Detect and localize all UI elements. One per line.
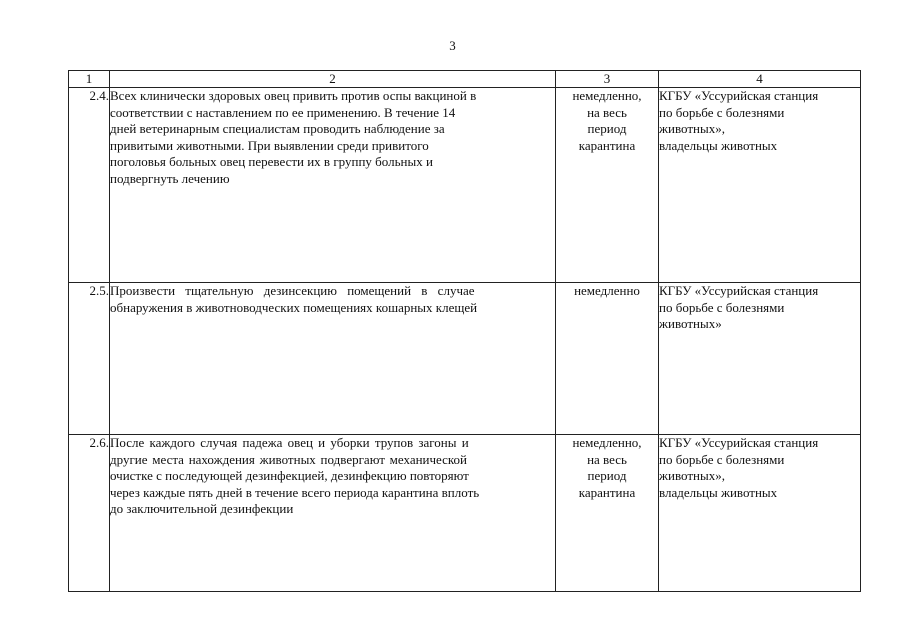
page-number: 3	[449, 38, 456, 53]
responsible-line: КГБУ «Уссурийская станция	[659, 88, 819, 103]
term-cell	[556, 88, 659, 283]
measures-table	[68, 70, 861, 592]
term-line: на весь	[587, 104, 627, 120]
measure-line: После каждого случая падежа овец и уборки трупов загоны и	[110, 435, 469, 450]
measure-line: поголовья больных овец перевести их в группу больных и	[110, 154, 433, 169]
term-line: немедленно,	[572, 435, 642, 450]
table-row	[69, 283, 861, 435]
responsible-line: владельцы животных	[659, 484, 778, 500]
term-line: на весь	[587, 451, 627, 467]
row-number: 2.6.	[69, 435, 110, 592]
term-cell	[556, 435, 659, 592]
column-header-1: 1	[69, 71, 110, 88]
measure-line: через каждые пять дней в течение всего периода карантина вплоть	[110, 484, 480, 500]
measure-line: очистке с последующей дезинфекцией, дезинфекцию повторяют	[110, 468, 469, 483]
measure-line: другие места нахождения животных подвергают механической	[110, 451, 468, 467]
table-row	[69, 88, 861, 283]
measure-line: соответствии с наставлением по ее применению. В течение 14	[110, 104, 456, 120]
term-line: немедленно,	[572, 88, 642, 103]
measure-line: подвергнуть лечению	[110, 170, 230, 186]
responsible-line: по борьбе с болезнями	[659, 451, 785, 467]
responsible-line: по борьбе с болезнями	[659, 299, 785, 315]
term-line: период	[587, 121, 627, 136]
measure-line: Произвести тщательную дезинсекцию помещений в случае	[110, 283, 475, 298]
measure-line: дней ветеринарным специалистам проводить наблюдение за	[110, 121, 445, 136]
term-line: карантина	[578, 137, 636, 153]
term-line: немедленно	[574, 283, 640, 298]
responsible-line: животных»,	[659, 121, 725, 136]
measure-cell	[110, 435, 556, 592]
responsible-line: животных»	[659, 316, 722, 331]
measure-cell	[110, 88, 556, 283]
column-header-2: 2	[110, 71, 556, 88]
term-line: период	[587, 468, 627, 483]
responsible-line: по борьбе с болезнями	[659, 104, 785, 120]
responsible-line: КГБУ «Уссурийская станция	[659, 435, 819, 450]
term-line: карантина	[578, 484, 636, 500]
row-number: 2.4.	[69, 88, 110, 283]
responsible-line: КГБУ «Уссурийская станция	[659, 283, 819, 298]
measure-line: Всех клинически здоровых овец привить против оспы вакциной в	[110, 88, 477, 103]
responsible-line: животных»,	[659, 468, 725, 483]
table-row	[69, 435, 861, 592]
column-header-3: 3	[556, 71, 659, 88]
measure-line: привитыми животными. При выявлении среди привитого	[110, 137, 429, 153]
table-header-row	[69, 71, 861, 88]
responsible-cell	[659, 435, 861, 592]
column-header-4: 4	[659, 71, 861, 88]
responsible-cell	[659, 88, 861, 283]
measure-line: обнаружения в животноводческих помещениях кошарных клещей	[110, 299, 478, 315]
responsible-line: владельцы животных	[659, 137, 778, 153]
term-cell	[556, 283, 659, 435]
responsible-cell	[659, 283, 861, 435]
row-number: 2.5.	[69, 283, 110, 435]
measure-line: до заключительной дезинфекции	[110, 501, 294, 516]
measure-cell	[110, 283, 556, 435]
